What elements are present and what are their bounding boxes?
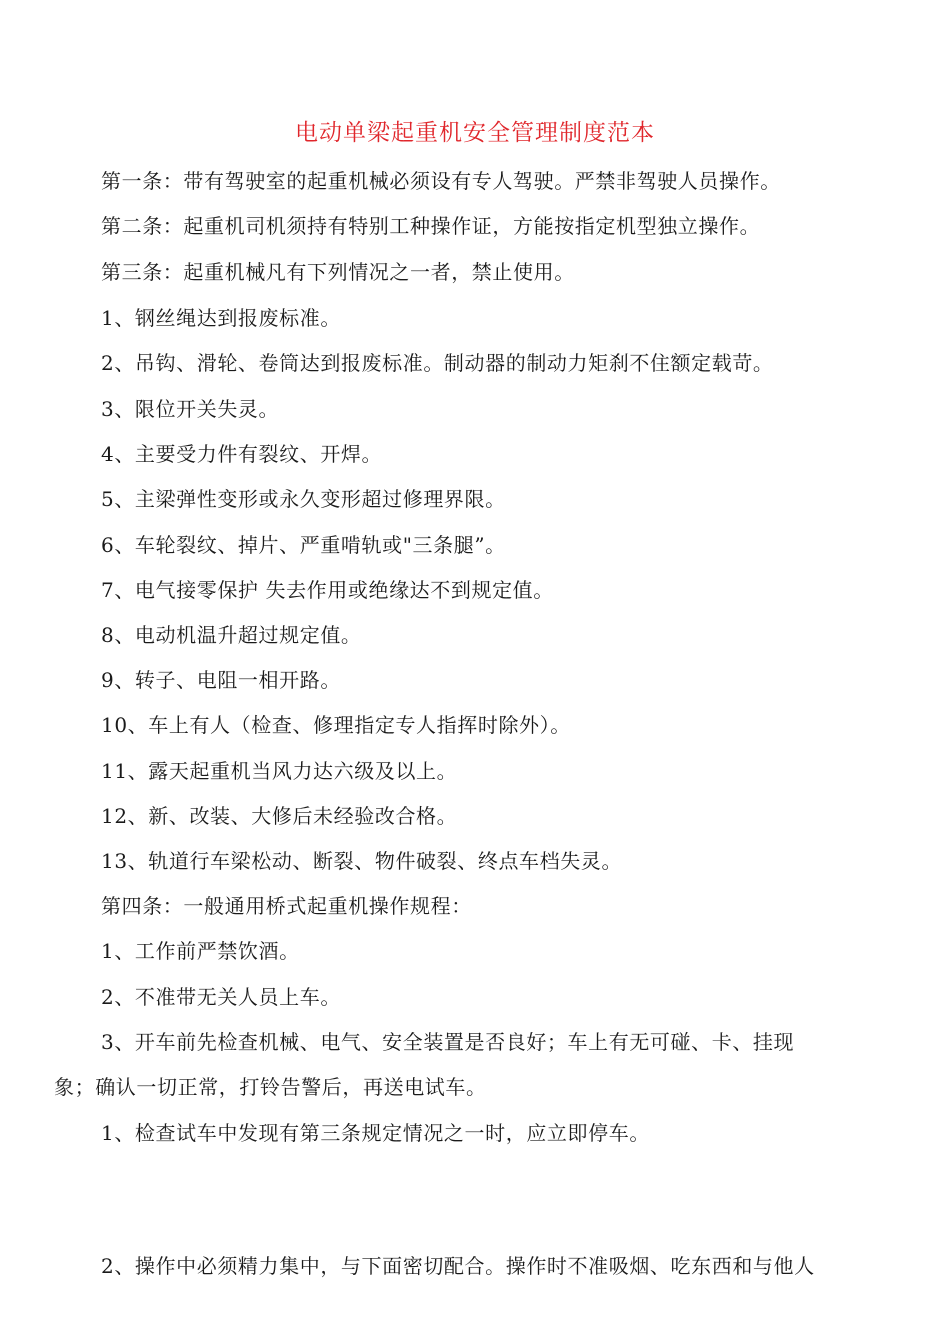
list-item: 9、转子、电阻一相开路。 — [101, 668, 341, 692]
list-item: 4、主要受力件有裂纹、开焊。 — [101, 442, 383, 466]
list-item: 13、轨道行车梁松动、断裂、物件破裂、终点车档失灵。 — [101, 849, 623, 873]
list-item: 5、主梁弹性变形或永久变形超过修理界限。 — [101, 487, 506, 511]
article-4: 第四条：一般通用桥式起重机操作规程： — [101, 894, 472, 918]
list-item: 7、电气接零保护 失去作用或绝缘达不到规定值。 — [101, 578, 554, 602]
list-item: 12、新、改装、大修后未经验改合格。 — [101, 804, 458, 828]
article-1: 第一条：带有驾驶室的起重机械必须设有专人驾驶。严禁非驾驶人员操作。 — [101, 169, 781, 193]
list-item: 1、钢丝绳达到报废标准。 — [101, 306, 341, 330]
list-item: 1、检查试车中发现有第三条规定情况之一时，应立即停车。 — [101, 1121, 650, 1145]
list-item: 10、车上有人（检查、修理指定专人指挥时除外）。 — [101, 713, 571, 737]
list-item-continuation: 象；确认一切正常，打铃告警后，再送电试车。 — [54, 1075, 487, 1099]
article-3: 第三条：起重机械凡有下列情况之一者，禁止使用。 — [101, 260, 575, 284]
list-item: 1、工作前严禁饮酒。 — [101, 939, 300, 963]
list-item: 11、露天起重机当风力达六级及以上。 — [101, 759, 458, 783]
article-2: 第二条：起重机司机须持有特别工种操作证，方能按指定机型独立操作。 — [101, 214, 761, 238]
list-item: 6、车轮裂纹、掉片、严重啃轨或"三条腿”。 — [101, 533, 506, 557]
document-title: 电动单梁起重机安全管理制度范本 — [295, 120, 655, 146]
list-item: 3、开车前先检查机械、电气、安全装置是否良好；车上有无可碰、卡、挂现 — [101, 1030, 795, 1054]
list-item: 2、操作中必须精力集中，与下面密切配合。操作时不准吸烟、吃东西和与他人 — [101, 1254, 815, 1278]
list-item: 3、限位开关失灵。 — [101, 397, 280, 421]
list-item: 2、不准带无关人员上车。 — [101, 985, 341, 1009]
list-item: 8、电动机温升超过规定值。 — [101, 623, 362, 647]
list-item: 2、吊钩、滑轮、卷筒达到报废标准。制动器的制动力矩刹不住额定载苛。 — [101, 351, 774, 375]
